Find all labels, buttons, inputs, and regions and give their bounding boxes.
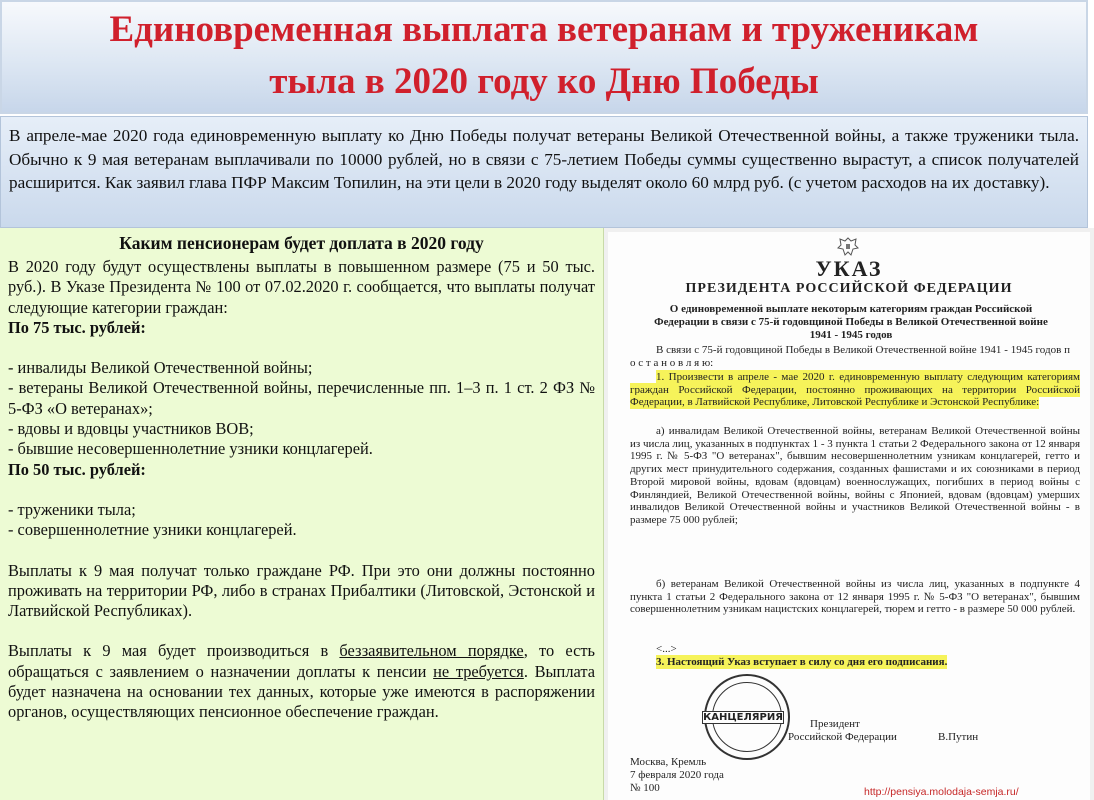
- official-stamp: [704, 674, 790, 760]
- decree-issuer: ПРЕЗИДЕНТА РОССИЙСКОЙ ФЕДЕРАЦИИ: [685, 281, 1013, 296]
- underlined-phrase: не требуется: [433, 661, 524, 681]
- highlighted-text: 1. Произвести в апреле - мае 2020 г. единовременную выплату следующим категориям граждан Российской Федерации, постоянно проживающих на территории Российской Федерации, в Латвийской Республике, Литовской Республике и Эстонской Республике:: [630, 371, 1080, 409]
- decree-item-b: б) ветеранам Великой Отечественной войны из числа лиц, указанных в подпункте 4 пункта 1 статьи 2 Федерального закона от 12 января 1995 г. № 5-ФЗ "О ветеранах", бывшим совершеннолетним узникам нацистских концлагерей, тюрем и гетто - в размере 50 000 рублей.: [630, 578, 1080, 616]
- stamp-label: КАНЦЕЛЯРИЯ: [703, 712, 783, 723]
- para-procedure-part: Выплаты к 9 мая будет производиться в: [8, 641, 340, 661]
- page-title: [2, 4, 1086, 108]
- decree-document: [608, 232, 1090, 800]
- signature-title-2: Российской Федерации: [788, 731, 897, 743]
- highlighted-text: 3. Настоящий Указ вступает в силу со дня его подписания.: [656, 656, 948, 668]
- title-line-2: тыла в 2020 году ко Дню Победы: [269, 61, 819, 102]
- para-residency: Выплаты к 9 мая получат только граждане РФ. При это они должны постоянно проживать на территории РФ, либо в странах Прибалтики (Литовской, Эстонской и Латвийской Республиках).: [8, 560, 595, 621]
- coat-of-arms-icon: [836, 236, 860, 258]
- para-procedure: [8, 641, 595, 722]
- group2-item: - труженики тыла;: [8, 499, 136, 519]
- group2-title: По 50 тыс. рублей:: [8, 459, 146, 479]
- group1-item: - бывшие несовершеннолетние узники концлагерей.: [8, 439, 373, 459]
- group1-item: - вдовы и вдовцы участников ВОВ;: [8, 419, 254, 439]
- decree-place: Москва, Кремль: [630, 756, 707, 768]
- decree-ellipsis: <...>: [656, 643, 677, 655]
- underlined-phrase: беззаявительном порядке: [339, 641, 524, 661]
- group1-item: - инвалиды Великой Отечественной войны;: [8, 358, 313, 378]
- intro-paragraph: В апреле-мае 2020 года единовременную выплату ко Дню Победы получат ветераны Великой Отечественной войны, а также труженики тыла. Обычно к 9 мая ветеранам выплачивали по 10000 рублей, но в связи с 75-летием Победы суммы существенно вырастут, а список получателей расширится. Как заявил глава ПФР Максим Топилин, на эти цели в 2020 году выделят около 60 млрд руб. (с учетом расходов на их доставку).: [0, 116, 1088, 228]
- decree-item-1: [630, 371, 1080, 409]
- left-panel: [0, 228, 604, 800]
- signature-title-1: Президент: [810, 718, 860, 730]
- section-heading: Каким пенсионерам будет доплата в 2020 году: [119, 233, 484, 253]
- group1-item: - ветераны Великой Отечественной войны, перечисленные пп. 1–3 п. 1 ст. 2 ФЗ № 5-ФЗ «О ветеранах»;: [8, 378, 595, 418]
- source-url: http://pensiya.molodaja-semja.ru/: [864, 786, 1019, 798]
- decree-date: 7 февраля 2020 года: [630, 769, 724, 781]
- decree-heading: УКАЗ: [815, 256, 883, 281]
- group1-title: По 75 тыс. рублей:: [8, 317, 146, 337]
- title-line-1: Единовременная выплата ветеранам и труженикам: [109, 9, 979, 50]
- header-banner: [0, 0, 1088, 114]
- decree-title: О единовременной выплате некоторым категориям граждан Российской Федерации в связи с 75-й годовщиной Победы в Великой Отечественной войне 1941 - 1945 годов: [654, 303, 1048, 341]
- decree-item-a: а) инвалидам Великой Отечественной войны, ветеранам Великой Отечественной войны из числа лиц, указанных в подпунктах 1 - 3 пункта 1 статьи 2 Федерального закона от 12 января 1995 г. № 5-ФЗ "О ветеранах", бывшим несовершеннолетним узникам концлагерей, гетто и других мест принудительного содержания, созданных фашистами и их союзниками в период Второй мировой войны, вдовам (вдовцам) военнослужащих, погибших в период войны с Финляндией, Великой Отечественной войны, войны с Японией, вдовам (вдовцам) умерших инвалидов Великой Отечественной войны и участников Великой Отечественной войны - в размере 75 000 рублей;: [630, 425, 1080, 526]
- para-intro: В 2020 году будут осуществлены выплаты в повышенном размере (75 и 50 тыс. руб.). В Указе Президента № 100 от 07.02.2020 г. сообщается, что выплаты получат следующие категории граждан:: [8, 257, 595, 317]
- para-procedure-part: , то есть обращаться с заявлением о назначении доплаты к пенсии: [8, 641, 595, 681]
- decree-image-panel: [604, 228, 1094, 800]
- decree-item-3: [656, 656, 947, 669]
- decree-number: № 100: [630, 782, 660, 794]
- decree-preamble: В связи с 75-й годовщиной Победы в Великой Отечественной войне 1941 - 1945 годов п о с т а н о в л я ю:: [630, 344, 1070, 369]
- para-procedure-part: . Выплата будет назначена на основании тех данных, которые уже имеются в распоряжении органов, осуществляющих пенсионное обеспечение граждан.: [8, 661, 595, 722]
- signature-name: В.Путин: [938, 731, 979, 743]
- group2-item: - совершеннолетние узники концлагерей.: [8, 520, 297, 540]
